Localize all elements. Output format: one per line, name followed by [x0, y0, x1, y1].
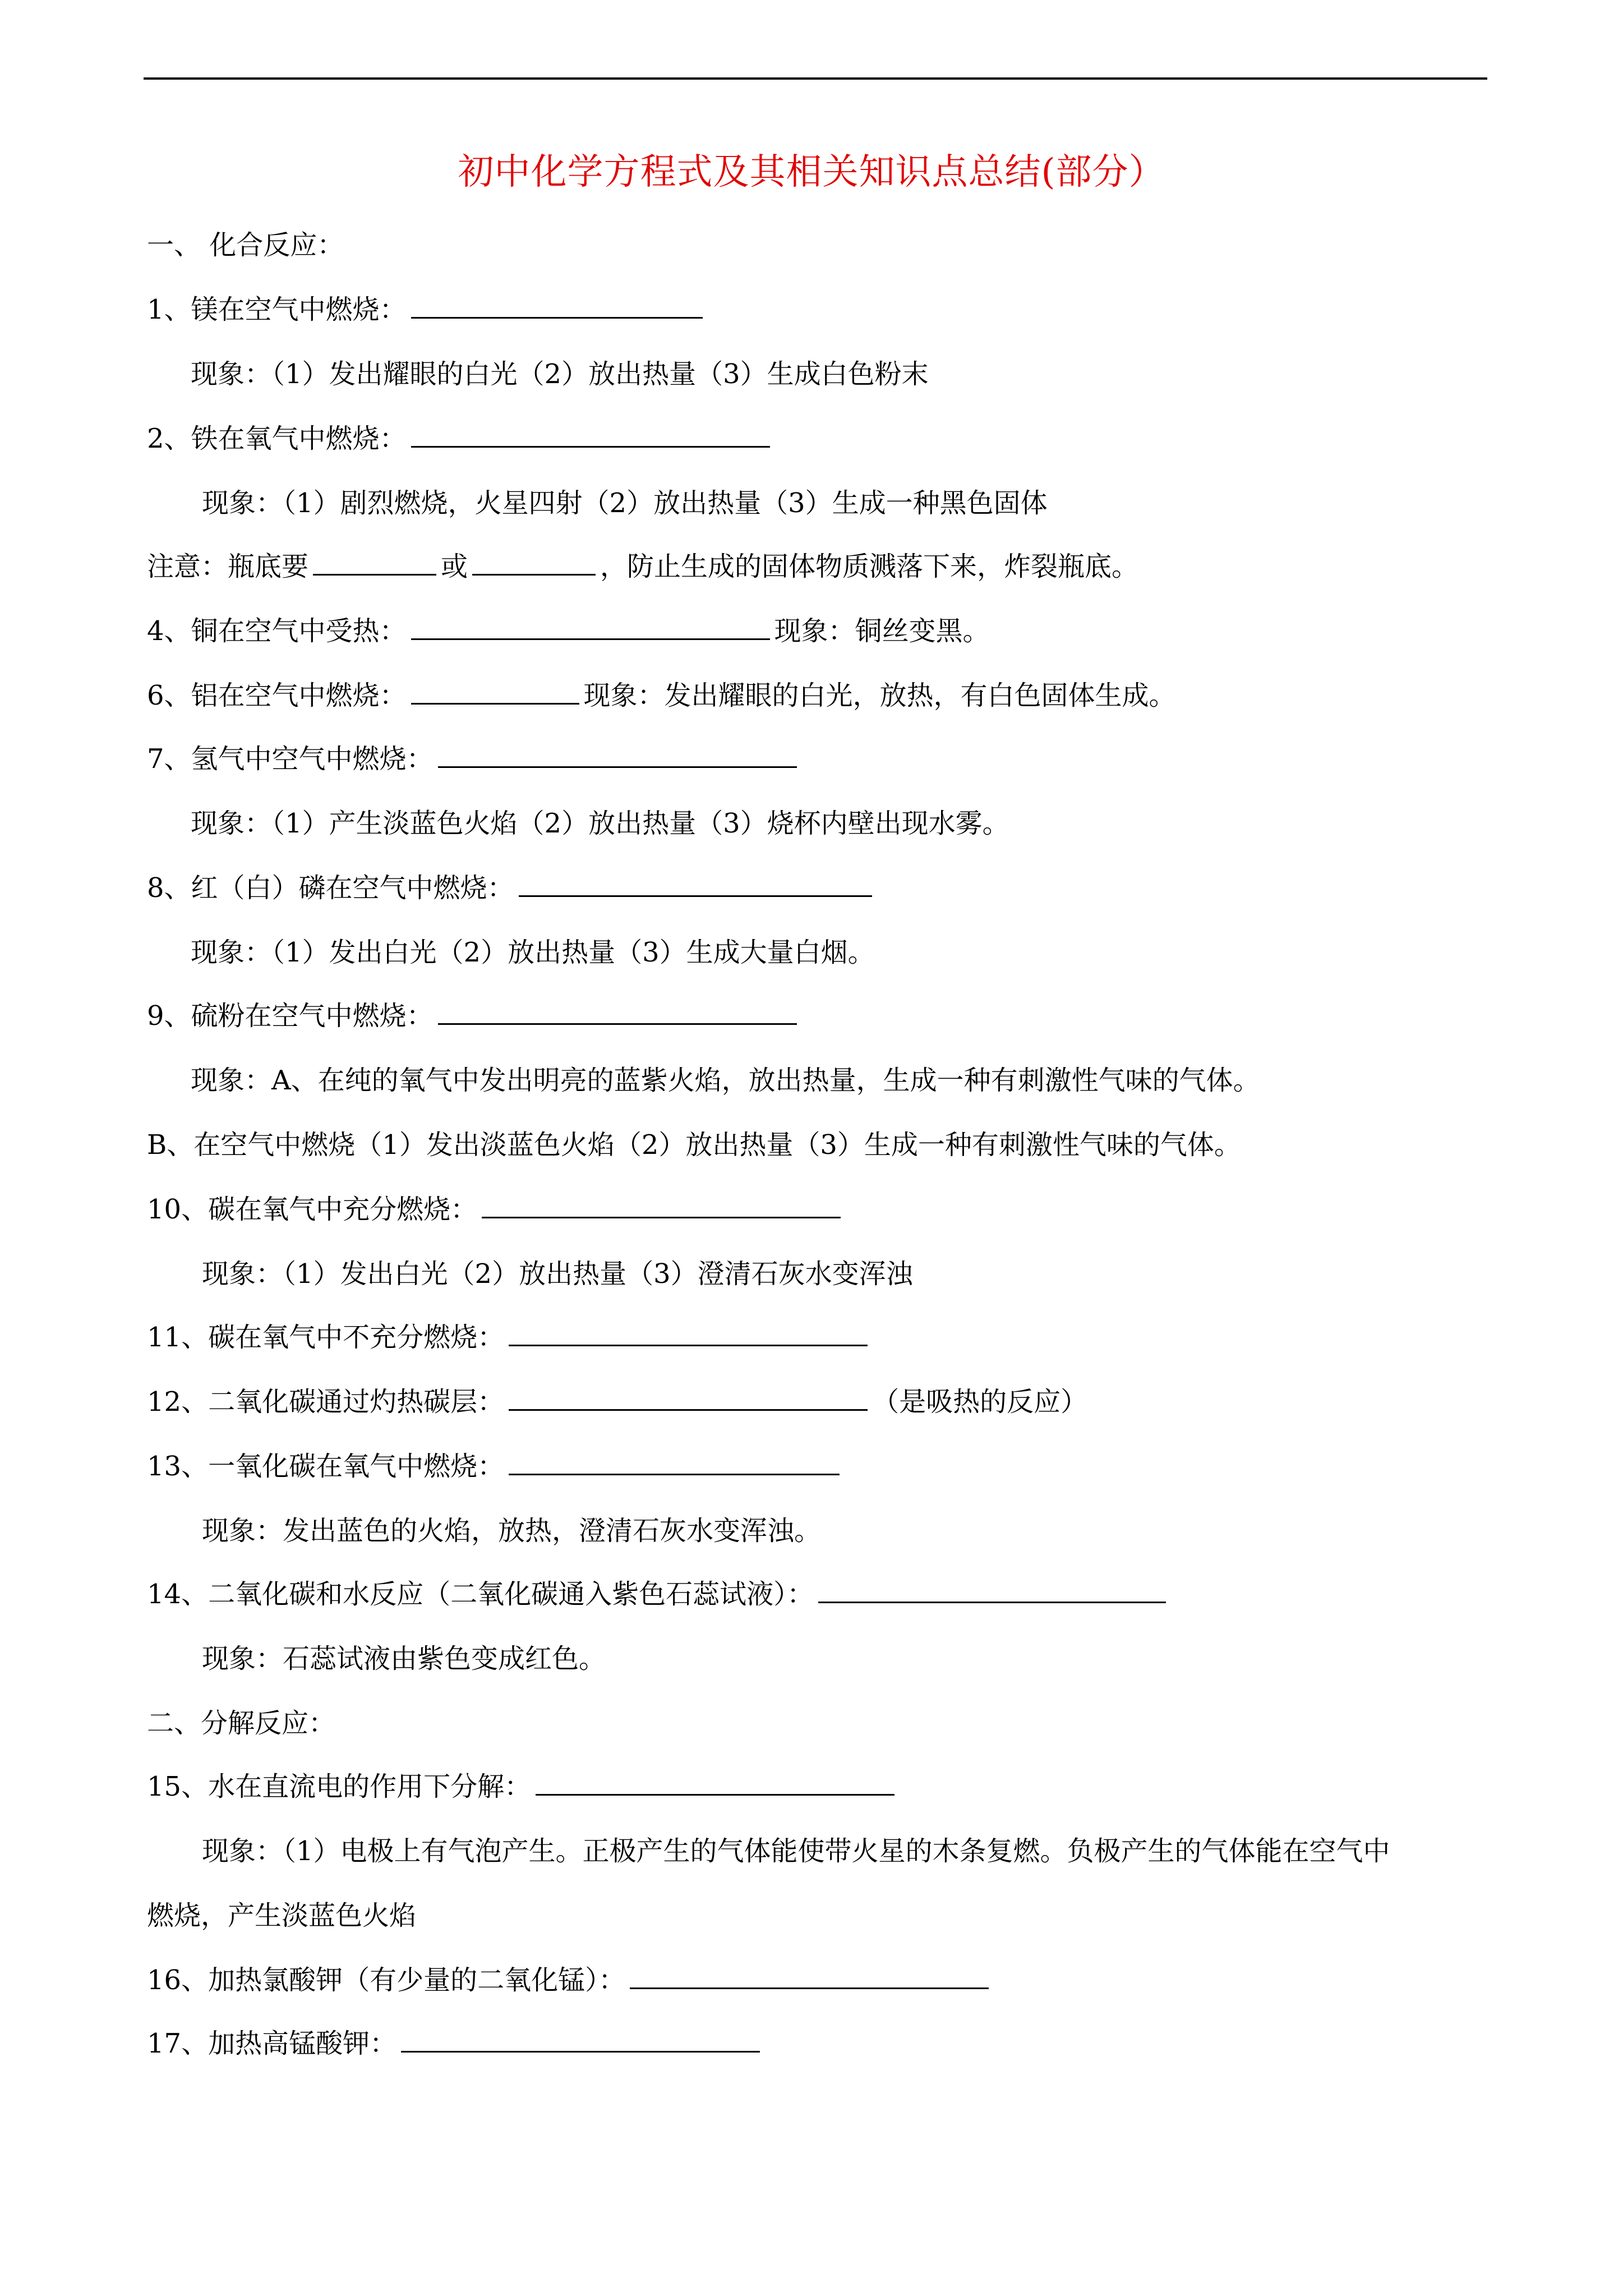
- answer-blank[interactable]: [509, 1319, 868, 1346]
- question-1: [147, 290, 707, 329]
- note-suffix: ，防止生成的固体物质溅落下来，炸裂瓶底。: [600, 551, 1139, 582]
- question-7: [147, 739, 801, 779]
- phenomenon-14: [202, 1639, 606, 1678]
- answer-blank[interactable]: [411, 420, 770, 448]
- question-10: [147, 1190, 845, 1229]
- answer-blank[interactable]: [519, 869, 872, 897]
- note-line: [147, 547, 1138, 586]
- question-label: 16、加热氯酸钾（有少量的二氧化锰）：: [147, 1964, 626, 1996]
- answer-blank[interactable]: [411, 613, 770, 640]
- phenomenon-text: 燃烧，产生淡蓝色火焰: [147, 1900, 417, 1931]
- question-label: 6、铝在空气中燃烧：: [147, 680, 407, 711]
- phenomenon-15-line2: [147, 1896, 416, 1935]
- phenomenon-1: [191, 355, 929, 394]
- question-17: [147, 2024, 764, 2063]
- phenomenon-9a: [191, 1061, 1260, 1100]
- question-4: [147, 611, 990, 651]
- phenomenon-2: [202, 484, 1048, 523]
- question-label: 2、铁在氧气中燃烧：: [147, 423, 407, 454]
- question-label: 7、氢气中空气中燃烧：: [147, 743, 434, 775]
- phenomenon-text: 现象：（1）剧烈燃烧，火星四射（2）放出热量（3）生成一种黑色固体: [202, 487, 1048, 519]
- question-14: [147, 1575, 1170, 1614]
- question-label: 4、铜在空气中受热：: [147, 615, 407, 647]
- answer-blank[interactable]: [401, 2025, 760, 2053]
- answer-blank[interactable]: [411, 291, 703, 319]
- phenomenon-13: [202, 1511, 821, 1550]
- page-title: 初中化学方程式及其相关知识点总结(部分）: [458, 151, 1165, 193]
- question-13: [147, 1447, 844, 1486]
- answer-blank[interactable]: [630, 1962, 989, 1989]
- phenomenon-text: 现象：（1）发出白光（2）放出热量（3）生成大量白烟。: [191, 937, 875, 968]
- question-label: 13、一氧化碳在氧气中燃烧：: [147, 1451, 505, 1482]
- phenomenon-9b: [147, 1125, 1241, 1165]
- question-label: 15、水在直流电的作用下分解：: [147, 1771, 532, 1802]
- phenomenon-10: [202, 1254, 913, 1294]
- section-heading-combination: [147, 226, 344, 265]
- answer-blank[interactable]: [438, 997, 797, 1025]
- header-rule: [144, 77, 1487, 80]
- answer-blank[interactable]: [818, 1576, 1166, 1603]
- phenomenon-text: 现象：（1）发出耀眼的白光（2）放出热量（3）生成白色粉末: [191, 358, 929, 390]
- question-label: 14、二氧化碳和水反应（二氧化碳通入紫色石蕊试液）：: [147, 1579, 814, 1610]
- question-note: （是吸热的反应）: [872, 1386, 1088, 1418]
- section-heading-text: 二、分解反应：: [147, 1708, 336, 1739]
- question-11: [147, 1318, 872, 1357]
- phenomenon-text: 现象：发出蓝色的火焰，放热，澄清石灰水变浑浊。: [202, 1515, 822, 1547]
- question-label: 11、碳在氧气中不充分燃烧：: [147, 1322, 505, 1353]
- answer-blank[interactable]: [509, 1383, 868, 1411]
- question-label: 9、硫粉在空气中燃烧：: [147, 1000, 434, 1032]
- phenomenon-text: 现象：A、在纯的氧气中发出明亮的蓝紫火焰，放出热量，生成一种有刺激性气味的气体。: [191, 1065, 1260, 1096]
- answer-blank[interactable]: [313, 548, 436, 576]
- answer-blank[interactable]: [509, 1448, 840, 1475]
- question-12: [147, 1382, 1087, 1421]
- phenomenon-text: 现象：（1）电极上有气泡产生。正极产生的气体能使带火星的木条复燃。负极产生的气体能在空气中: [202, 1835, 1390, 1867]
- question-2: [147, 419, 774, 458]
- phenomenon-text: 现象：发出耀眼的白光，放热，有白色固体生成。: [583, 680, 1176, 711]
- phenomenon-text: B、在空气中燃烧（1）发出淡蓝色火焰（2）放出热量（3）生成一种有刺激性气味的气体。: [147, 1129, 1241, 1161]
- section-heading-decomposition: [147, 1704, 335, 1743]
- answer-blank[interactable]: [411, 677, 579, 705]
- question-16: [147, 1961, 993, 2000]
- question-9: [147, 996, 801, 1036]
- phenomenon-text: 现象：石蕊试液由紫色变成红色。: [202, 1643, 606, 1674]
- question-label: 8、红（白）磷在空气中燃烧：: [147, 872, 514, 904]
- phenomenon-15-line1: [202, 1832, 1390, 1871]
- answer-blank[interactable]: [438, 740, 797, 768]
- question-8: [147, 868, 877, 908]
- phenomenon-7: [191, 804, 1009, 843]
- question-label: 12、二氧化碳通过灼热碳层：: [147, 1386, 505, 1418]
- phenomenon-8: [191, 933, 875, 972]
- phenomenon-text: 现象：（1）发出白光（2）放出热量（3）澄清石灰水变浑浊: [202, 1258, 913, 1290]
- question-15: [147, 1767, 899, 1806]
- note-prefix: 注意：瓶底要: [147, 551, 309, 582]
- question-label: 1、镁在空气中燃烧：: [147, 294, 407, 325]
- phenomenon-text: 现象：（1）产生淡蓝色火焰（2）放出热量（3）烧杯内壁出现水雾。: [191, 808, 1009, 839]
- answer-blank[interactable]: [482, 1191, 841, 1218]
- question-label: 17、加热高锰酸钾：: [147, 2028, 397, 2059]
- phenomenon-text: 现象：铜丝变黑。: [774, 615, 990, 647]
- note-middle: 或: [441, 551, 468, 582]
- question-label: 10、碳在氧气中充分燃烧：: [147, 1194, 478, 1225]
- answer-blank[interactable]: [536, 1768, 895, 1796]
- answer-blank[interactable]: [472, 548, 596, 576]
- section-heading-text: 一、 化合反应：: [147, 229, 344, 261]
- question-6: [147, 676, 1176, 715]
